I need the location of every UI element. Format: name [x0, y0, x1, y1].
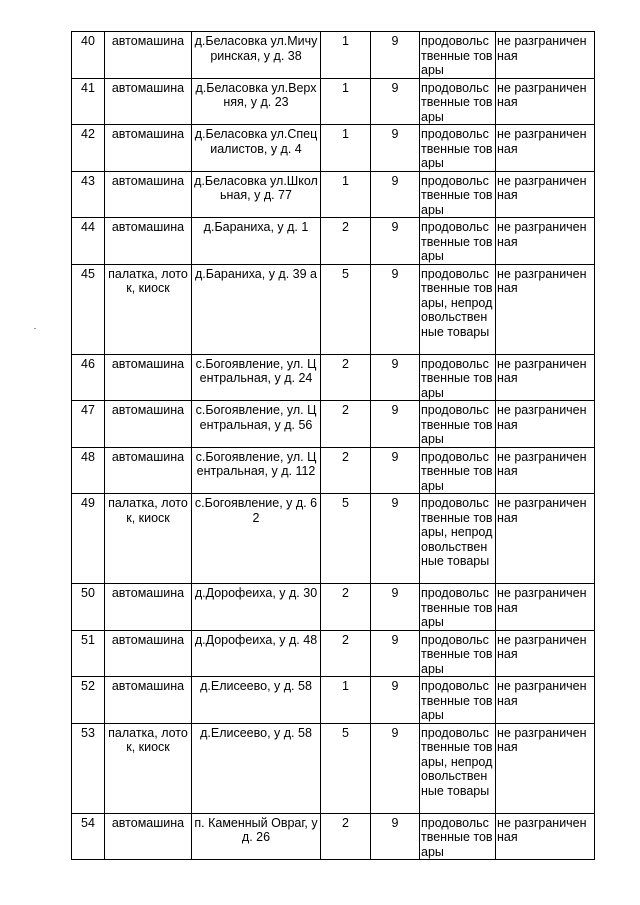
table-row	[72, 447, 595, 494]
quantity-cell: 1	[321, 125, 371, 172]
land-status-cell: не разграниченная	[496, 171, 595, 218]
goods-cell: продовольственные товары	[420, 125, 496, 172]
table-row	[72, 401, 595, 448]
goods-cell: продовольственные товары	[420, 218, 496, 265]
object-type-cell: автомашина	[105, 354, 192, 401]
table-row	[72, 32, 595, 79]
period-cell: 9	[371, 125, 420, 172]
address-cell: с.Богоявление, у д. 62	[192, 494, 321, 584]
object-type-cell: автомашина	[105, 125, 192, 172]
goods-cell: продовольственные товары	[420, 584, 496, 631]
quantity-cell: 2	[321, 401, 371, 448]
period-cell: 9	[371, 630, 420, 677]
address-cell: д.Беласовка ул.Верхняя, у д. 23	[192, 78, 321, 125]
row-number-cell: 45	[72, 264, 105, 354]
object-type-cell: автомашина	[105, 813, 192, 860]
table-row	[72, 630, 595, 677]
row-number-cell: 49	[72, 494, 105, 584]
quantity-cell: 5	[321, 494, 371, 584]
land-status-cell: не разграниченная	[496, 32, 595, 79]
table-row	[72, 218, 595, 265]
quantity-cell: 2	[321, 218, 371, 265]
land-status-cell: не разграниченная	[496, 125, 595, 172]
table-row	[72, 264, 595, 354]
object-type-cell: автомашина	[105, 218, 192, 265]
row-number-cell: 46	[72, 354, 105, 401]
quantity-cell: 1	[321, 171, 371, 218]
row-number-cell: 47	[72, 401, 105, 448]
quantity-cell: 2	[321, 354, 371, 401]
table-row	[72, 78, 595, 125]
quantity-cell: 2	[321, 584, 371, 631]
table-row	[72, 494, 595, 584]
goods-cell: продовольственные товары	[420, 630, 496, 677]
land-status-cell: не разграниченная	[496, 264, 595, 354]
address-cell: п. Каменный Овраг, у д. 26	[192, 813, 321, 860]
quantity-cell: 5	[321, 723, 371, 813]
address-cell: с.Богоявление, ул. Центральная, у д. 112	[192, 447, 321, 494]
object-type-cell: автомашина	[105, 401, 192, 448]
row-number-cell: 50	[72, 584, 105, 631]
object-type-cell: автомашина	[105, 171, 192, 218]
land-status-cell: не разграниченная	[496, 723, 595, 813]
table-row	[72, 677, 595, 724]
object-type-cell: автомашина	[105, 677, 192, 724]
address-cell: д.Бараниха, у д. 1	[192, 218, 321, 265]
object-type-cell: палатка, лоток, киоск	[105, 723, 192, 813]
period-cell: 9	[371, 171, 420, 218]
goods-cell: продовольственные товары	[420, 677, 496, 724]
row-number-cell: 54	[72, 813, 105, 860]
table-row	[72, 354, 595, 401]
address-cell: д.Елисеево, у д. 58	[192, 677, 321, 724]
object-type-cell: палатка, лоток, киоск	[105, 494, 192, 584]
period-cell: 9	[371, 813, 420, 860]
row-number-cell: 53	[72, 723, 105, 813]
goods-cell: продовольственные товары	[420, 32, 496, 79]
period-cell: 9	[371, 584, 420, 631]
land-status-cell: не разграниченная	[496, 354, 595, 401]
goods-cell: продовольственные товары	[420, 401, 496, 448]
period-cell: 9	[371, 264, 420, 354]
land-status-cell: не разграниченная	[496, 813, 595, 860]
quantity-cell: 2	[321, 447, 371, 494]
goods-cell: продовольственные товары	[420, 447, 496, 494]
object-type-cell: автомашина	[105, 584, 192, 631]
table-row	[72, 723, 595, 813]
goods-cell: продовольственные товары, непродовольственные товары	[420, 494, 496, 584]
land-status-cell: не разграниченная	[496, 78, 595, 125]
land-status-cell: не разграниченная	[496, 630, 595, 677]
goods-cell: продовольственные товары, непродовольственные товары	[420, 264, 496, 354]
address-cell: д.Дорофеиха, у д. 30	[192, 584, 321, 631]
land-status-cell: не разграниченная	[496, 584, 595, 631]
period-cell: 9	[371, 78, 420, 125]
address-cell: д.Беласовка ул.Школьная, у д. 77	[192, 171, 321, 218]
quantity-cell: 5	[321, 264, 371, 354]
land-status-cell: не разграниченная	[496, 677, 595, 724]
address-cell: с.Богоявление, ул. Центральная, у д. 24	[192, 354, 321, 401]
goods-cell: продовольственные товары	[420, 354, 496, 401]
trade-locations-table	[71, 31, 595, 860]
address-cell: д.Дорофеиха, у д. 48	[192, 630, 321, 677]
table-row	[72, 171, 595, 218]
object-type-cell: палатка, лоток, киоск	[105, 264, 192, 354]
object-type-cell: автомашина	[105, 630, 192, 677]
land-status-cell: не разграниченная	[496, 494, 595, 584]
period-cell: 9	[371, 32, 420, 79]
row-number-cell: 48	[72, 447, 105, 494]
period-cell: 9	[371, 447, 420, 494]
row-number-cell: 40	[72, 32, 105, 79]
quantity-cell: 2	[321, 630, 371, 677]
period-cell: 9	[371, 218, 420, 265]
land-status-cell: не разграниченная	[496, 447, 595, 494]
address-cell: д.Беласовка ул.Специалистов, у д. 4	[192, 125, 321, 172]
address-cell: д.Беласовка ул.Мичуринская, у д. 38	[192, 32, 321, 79]
object-type-cell: автомашина	[105, 32, 192, 79]
period-cell: 9	[371, 354, 420, 401]
table-row	[72, 813, 595, 860]
land-status-cell: не разграниченная	[496, 401, 595, 448]
land-status-cell: не разграниченная	[496, 218, 595, 265]
period-cell: 9	[371, 494, 420, 584]
goods-cell: продовольственные товары	[420, 813, 496, 860]
row-number-cell: 51	[72, 630, 105, 677]
row-number-cell: 43	[72, 171, 105, 218]
address-cell: с.Богоявление, ул. Центральная, у д. 56	[192, 401, 321, 448]
row-number-cell: 44	[72, 218, 105, 265]
row-number-cell: 52	[72, 677, 105, 724]
scan-speck	[34, 328, 36, 329]
goods-cell: продовольственные товары	[420, 78, 496, 125]
object-type-cell: автомашина	[105, 447, 192, 494]
object-type-cell: автомашина	[105, 78, 192, 125]
table-body	[72, 32, 595, 860]
period-cell: 9	[371, 677, 420, 724]
quantity-cell: 1	[321, 32, 371, 79]
row-number-cell: 41	[72, 78, 105, 125]
quantity-cell: 2	[321, 813, 371, 860]
address-cell: д.Елисеево, у д. 58	[192, 723, 321, 813]
quantity-cell: 1	[321, 78, 371, 125]
goods-cell: продовольственные товары, непродовольственные товары	[420, 723, 496, 813]
quantity-cell: 1	[321, 677, 371, 724]
table-row	[72, 125, 595, 172]
goods-cell: продовольственные товары	[420, 171, 496, 218]
table-row	[72, 584, 595, 631]
period-cell: 9	[371, 723, 420, 813]
row-number-cell: 42	[72, 125, 105, 172]
address-cell: д.Бараниха, у д. 39 а	[192, 264, 321, 354]
period-cell: 9	[371, 401, 420, 448]
